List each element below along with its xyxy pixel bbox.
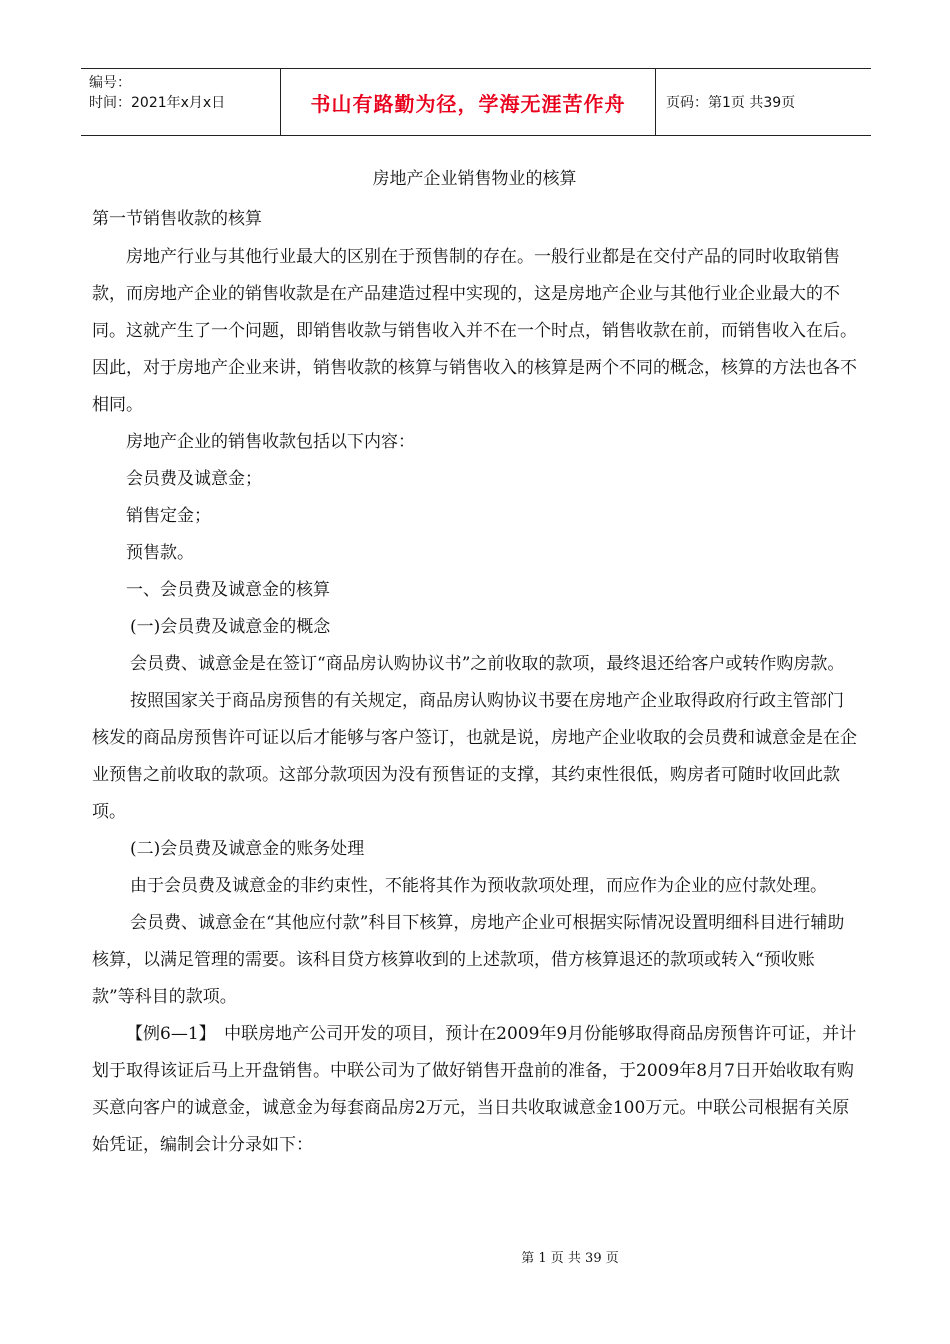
example-paragraph: 【例6—1】 中联房地产公司开发的项目，预计在2009年9月份能够取得商品房预售许可证，并计划于取得该证后马上开盘销售。中联公司为了做好销售开盘前的准备，于2009年8月7日开始收取有购买意向客户的诚意金，诚意金为每套商品房2万元，当日共收取诚意金100万元。中联公司根据有关原始凭证，编制会计分录如下： [92, 1024, 857, 1155]
section-heading: 第一节销售收款的核算 [92, 209, 262, 229]
paragraph: 房地产企业的销售收款包括以下内容： [126, 432, 415, 452]
list-item: 销售定金； [126, 506, 211, 526]
paragraph: 按照国家关于商品房预售的有关规定，商品房认购协议书要在房地产企业取得政府行政主管部门核发的商品房预售许可证以后才能够与客户签订，也就是说，房地产企业收取的会员费和诚意金是在企业预售之前收取的款项。这部分款项因为没有预售证的支撑，其约束性很低，购房者可随时收回此款项。 [92, 691, 857, 822]
list-item: 预售款。 [126, 543, 194, 563]
header-page-cell [656, 69, 871, 135]
paragraph: 会员费、诚意金是在签订“商品房认购协议书”之前收取的款项，最终退还给客户或转作购房款。 [130, 654, 845, 674]
subsection-heading: (一)会员费及诚意金的概念 [130, 617, 331, 637]
page-footer [0, 1247, 950, 1266]
motto-text: 书山有路勤为径，学海无涯苦作舟 [310, 91, 626, 116]
header-info-cell [81, 69, 281, 135]
document-title: 房地产企业销售物业的核算 [372, 169, 577, 189]
document-number-label: 编号： [89, 75, 131, 91]
list-item: 会员费及诚意金； [126, 469, 262, 489]
subsection-heading: (二)会员费及诚意金的账务处理 [130, 839, 365, 859]
paragraph: 会员费、诚意金在“其他应付款”科目下核算，房地产企业可根据实际情况设置明细科目进行辅助核算，以满足管理的需要。该科目贷方核算收到的上述款项，借方核算退还的款项或转入“预收账款”等科目的款项。 [92, 913, 845, 1007]
paragraph: 房地产行业与其他行业最大的区别在于预售制的存在。一般行业都是在交付产品的同时收取销售款，而房地产企业的销售收款是在产品建造过程中实现的，这是房地产企业与其他行业企业最大的不同。这就产生了一个问题，即销售收款与销售收入并不在一个时点，销售收款在前，而销售收入在后。因此，对于房地产企业来讲，销售收款的核算与销售收入的核算是两个不同的概念，核算的方法也各不相同。 [92, 247, 857, 415]
subsection-heading: 一、会员费及诚意金的核算 [126, 580, 330, 600]
footer-page-number: 第 1 页 共 39 页 [521, 1251, 619, 1266]
document-date-label: 时间：2021年x月x日 [89, 95, 226, 111]
header-table [81, 68, 871, 136]
page-info: 页码：第1页 共39页 [666, 95, 796, 111]
document-body [92, 165, 857, 1164]
paragraph: 由于会员费及诚意金的非约束性，不能将其作为预收款项处理，而应作为企业的应付款处理。 [130, 876, 827, 896]
header-motto-cell [281, 69, 656, 135]
